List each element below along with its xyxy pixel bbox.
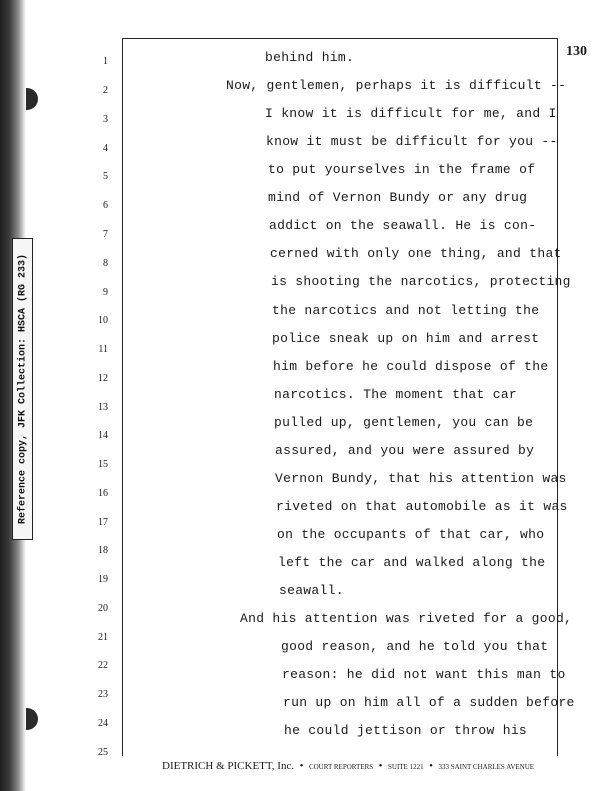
transcript-line: is shooting the narcotics, protecting: [271, 274, 571, 289]
line-number: 22: [98, 660, 108, 671]
transcript-line: assured, and you were assured by: [275, 443, 535, 458]
transcript-line: left the car and walked along the: [278, 555, 546, 570]
top-border-line: [122, 38, 558, 39]
line-number: 8: [103, 258, 108, 269]
transcript-line: narcotics. The moment that car: [274, 387, 518, 402]
line-number: 13: [98, 402, 108, 413]
line-number: 1: [103, 56, 108, 67]
transcript-line: the narcotics and not letting the: [272, 303, 540, 318]
footer-role: COURT REPORTERS: [308, 763, 374, 771]
transcript-line: he could jettison or throw his: [284, 723, 528, 738]
line-number: 10: [98, 315, 108, 326]
line-number: 15: [98, 459, 108, 470]
line-number: 25: [98, 747, 108, 758]
transcript-line: cerned with only one thing, and that: [270, 246, 562, 261]
archive-reference-stamp: [12, 238, 33, 540]
line-number: 20: [98, 603, 108, 614]
line-number: 2: [103, 85, 108, 96]
line-number: 21: [98, 632, 108, 643]
transcript-line: run up on him all of a sudden before: [283, 695, 575, 710]
transcript-line: seawall.: [279, 583, 344, 598]
transcript-line: him before he could dispose of the: [273, 359, 549, 374]
line-number: 24: [98, 718, 108, 729]
page-number: 130: [566, 44, 587, 59]
footer-address: 333 SAINT CHARLES AVENUE: [438, 763, 535, 771]
footer-firm: DIETRICH & PICKETT, Inc.: [162, 760, 295, 772]
transcript-line: know it must be difficult for you --: [266, 134, 558, 149]
line-number: 17: [98, 517, 108, 528]
court-reporter-footer: [162, 760, 534, 772]
footer-bullet: •: [426, 760, 436, 772]
left-margin-line: [122, 38, 123, 756]
footer-bullet: •: [375, 760, 386, 772]
transcript-line: Now, gentlemen, perhaps it is difficult --: [226, 78, 567, 93]
line-number: 12: [98, 373, 108, 384]
transcript-line: Vernon Bundy, that his attention was: [275, 471, 567, 486]
transcript-line: mind of Vernon Bundy or any drug: [268, 190, 528, 205]
transcript-line: to put yourselves in the frame of: [268, 162, 536, 177]
line-number: 3: [103, 114, 108, 125]
line-number: 19: [98, 574, 108, 585]
footer-suite: SUITE 1221: [388, 763, 424, 771]
line-number: 4: [103, 143, 108, 154]
line-number: 16: [98, 488, 108, 499]
line-number: 11: [98, 344, 108, 355]
line-number: 23: [98, 689, 108, 700]
transcript-line: addict on the seawall. He is con-: [269, 218, 537, 233]
archive-stamp-text: Reference copy, JFK Collection: HSCA (RG 233): [17, 253, 28, 525]
binder-hole-top: [26, 88, 38, 110]
transcript-line: reason: he did not want this man to: [282, 667, 566, 682]
footer-bullet: •: [296, 760, 307, 772]
transcript-line: I know it is difficult for me, and I: [265, 106, 557, 121]
transcript-line: police sneak up on him and arrest: [272, 331, 540, 346]
transcript-line: on the occupants of that car, who: [277, 527, 545, 542]
transcript-line: good reason, and he told you that: [281, 639, 549, 654]
transcript-line: riveted on that automobile as it was: [276, 499, 568, 514]
line-number: 18: [98, 545, 108, 556]
line-number: 6: [103, 200, 108, 211]
line-number: 9: [103, 287, 108, 298]
line-number: 14: [98, 430, 108, 441]
transcript-line: And his attention was riveted for a good,: [240, 611, 573, 626]
line-number: 5: [103, 171, 108, 182]
transcript-line: pulled up, gentlemen, you can be: [274, 415, 534, 430]
binder-hole-bottom: [26, 708, 38, 730]
line-number: 7: [103, 229, 108, 240]
transcript-line: behind him.: [265, 50, 355, 65]
